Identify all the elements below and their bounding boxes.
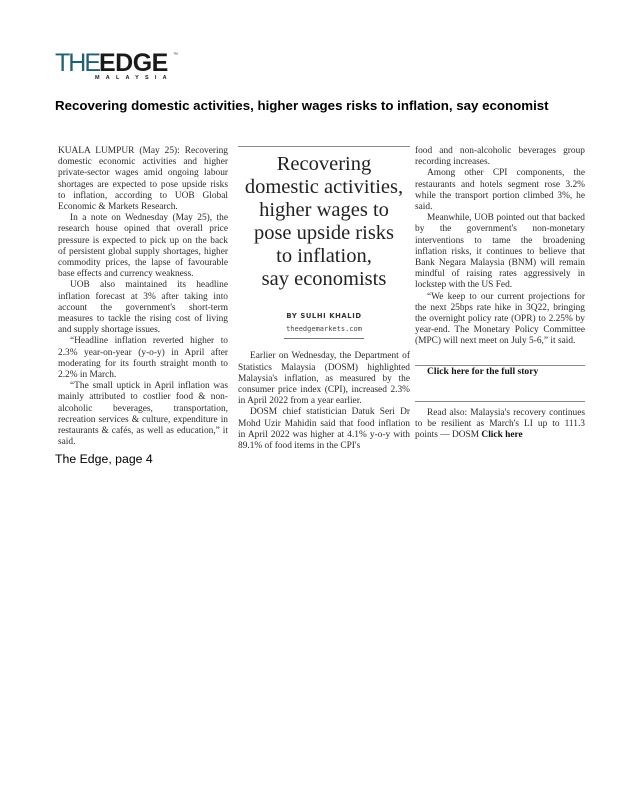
logo-the-text: THE [55,49,99,77]
page-headline: Recovering domestic activities, higher wages risks to inflation, say economist [55,98,549,113]
paragraph: food and non-alcoholic beverages group recording increases. [415,146,585,168]
page-footer: The Edge, page 4 [55,452,153,466]
paragraph: Earlier on Wednesday, the Department of Statistics Malaysia (DOSM) highlighted Malaysia's inflation, as measured by the consumer price index (CPI), increased 2.3% in April 2022 from a year earlier. [238,351,410,407]
paragraph: “The small uptick in April inflation was mainly attributed to costlier food & non-alcoholic beverages, transportation, recreation services & culture, expenditure in restaurants & cafés, as well as education,” it said. [58,381,228,448]
article-column-1 [58,146,228,448]
paragraph: DOSM chief statistician Datuk Seri Dr Mohd Uzir Mahidin said that food inflation in April 2022 was higher at 4.1% y-o-y with 89.1% of food items in the CPI's [238,407,410,452]
title-line: pose upside risks [253,222,395,244]
logo-malaysia-text: MALAYSIA [95,75,173,81]
read-also [415,408,585,442]
read-also-divider [415,401,585,402]
read-also-link[interactable]: Click here [481,430,523,441]
logo-edge-text: EDGE [99,49,168,77]
paragraph: Meanwhile, UOB pointed out that backed by the government's non-monetary interventions to tame the broadening inflation risks, it continues to believe that Bank Negara Malaysia (BNM) will remain mindful of raising rates aggressively in lockstep with the US Fed. [415,213,585,291]
full-story-link[interactable]: Click here for the full story [427,365,539,377]
read-also-text: Read also: Malaysia's recovery continues to be resilient as March's LI up to 111.3 points — DOSM [415,407,585,441]
title-line: higher wages to [259,199,389,221]
paragraph: Among other CPI components, the restaurants and hotels segment rose 3.2% while the transport portion climbed 3%, he said. [415,168,585,213]
paragraph: “We keep to our current projections for the next 25bps rate hike in 3Q22, bringing the overnight policy rate (OPR) to 2.25% by year-end. The Monetary Policy Committee (MPC) will next meet on July 5-6,” it said. [415,291,585,347]
title-divider [238,146,410,147]
article-column-2 [238,146,410,452]
title-line: to inflation, [276,245,372,267]
byline: BY SULHI KHALID [286,312,362,320]
paragraph: UOB also maintained its headline inflation forecast at 3% after taking into account the government's short-term measures to tackle the rising cost of living and supply shortage issues. [58,280,228,336]
title-line: say economists [261,268,387,290]
the-edge-logo [55,50,185,84]
paragraph: In a note on Wednesday (May 25), the research house opined that overall price pressure is expected to pick up on the back of persistent global supply shortages, higher commodity prices, the lapse of favourable base effects and currency weakness. [58,213,228,280]
article-column-3 [415,146,585,441]
article-display-title [238,153,410,291]
byline-divider [284,338,364,339]
paragraph: KUALA LUMPUR (May 25): Recovering domestic economic activities and higher private-sector wages amid ongoing labour shortages are expected to pose upside risks to inflation, according to UOB Global Economic & Markets Research. [58,146,228,213]
title-line: Recovering [276,153,372,175]
source-site: theedgemarkets.com [286,325,362,334]
paragraph: “Headline inflation reverted higher to 2.3% year-on-year (y-o-y) in April after moderating for its fourth straight month to 2.2% in March. [58,336,228,381]
logo-trademark: ™ [173,52,178,58]
title-line: domestic activities, [244,176,404,198]
column-2-body [238,351,410,452]
